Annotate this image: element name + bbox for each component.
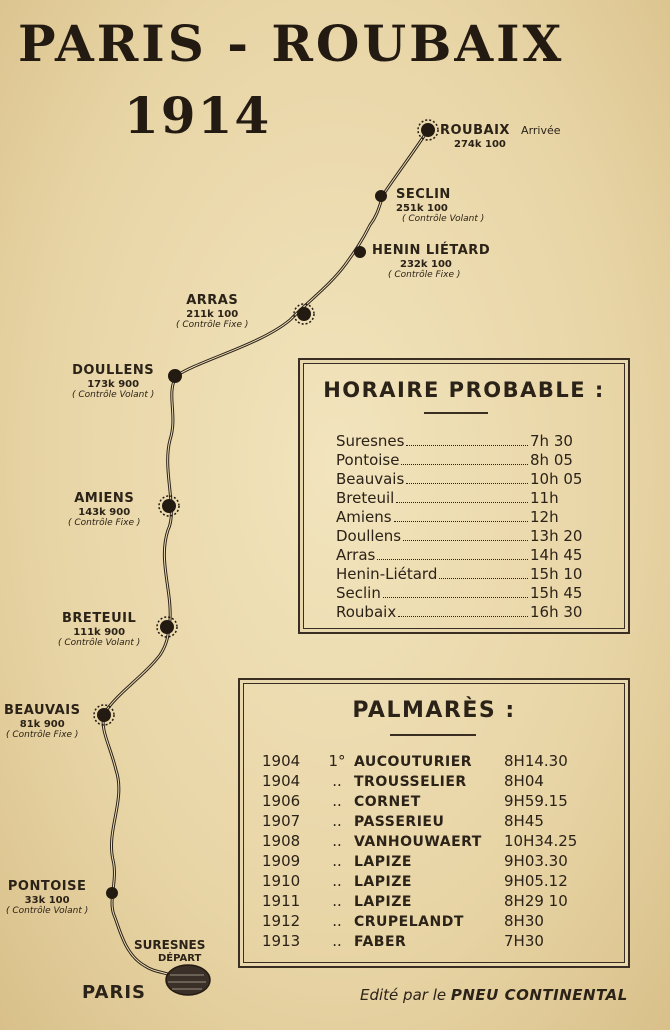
palmares-row: 1910 .. LAPIZE 9H05.12 <box>262 872 568 890</box>
stop-label-paris: PARIS <box>82 982 146 1003</box>
palmares-row: 1904 .. TROUSSELIER 8H04 <box>262 772 544 790</box>
schedule-row: Arras 14h 45 <box>336 546 583 564</box>
poster-year: 1914 <box>124 86 272 145</box>
stop-marker-arras <box>297 307 311 321</box>
schedule-row: Suresnes 7h 30 <box>336 432 573 450</box>
stop-marker-breteuil <box>160 620 174 634</box>
stop-marker-seclin <box>375 190 387 202</box>
stop-label-breteuil: BRETEUIL 111k 900 ( Contrôle Volant ) <box>58 611 141 649</box>
schedule-row: Pontoise 8h 05 <box>336 451 573 469</box>
stop-marker-amiens <box>162 499 176 513</box>
stop-marker-beauvais <box>97 708 111 722</box>
schedule-row: Beauvais 10h 05 <box>336 470 583 488</box>
stop-label-doullens: DOULLENS 173k 900 ( Contrôle Volant ) <box>72 363 155 401</box>
palmares-row: 1912 .. CRUPELANDT 8H30 <box>262 912 544 930</box>
palmares-row: 1904 1° AUCOUTURIER 8H14.30 <box>262 752 568 770</box>
schedule-row: Breteuil 11h <box>336 489 559 507</box>
stop-label-seclin: SECLIN 251k 100 ( Contrôle Volant ) <box>396 187 485 225</box>
schedule-row: Henin-Liétard 15h 10 <box>336 565 583 583</box>
schedule-box <box>298 358 630 634</box>
poster-title: PARIS - ROUBAIX <box>18 14 565 73</box>
stop-marker-henin <box>354 246 366 258</box>
stop-marker-roubaix <box>421 123 435 137</box>
palmares-row: 1913 .. FABER 7H30 <box>262 932 544 950</box>
schedule-row: Amiens 12h <box>336 508 559 526</box>
stop-label-suresnes: SURESNES DÉPART <box>134 938 206 964</box>
palmares-title: PALMARÈS : <box>352 698 516 723</box>
palmares-title-rule <box>390 734 476 736</box>
publisher-credit: Edité par le PNEU CONTINENTAL <box>360 986 628 1004</box>
stop-label-arras: ARRAS 211k 100 ( Contrôle Fixe ) <box>176 293 249 331</box>
schedule-title: HORAIRE PROBABLE : <box>323 378 605 402</box>
schedule-row: Seclin 15h 45 <box>336 584 583 602</box>
stop-label-beauvais: BEAUVAIS 81k 900 ( Contrôle Fixe ) <box>4 703 81 741</box>
palmares-row: 1907 .. PASSERIEU 8H45 <box>262 812 544 830</box>
palmares-row: 1908 .. VANHOUWAERT 10H34.25 <box>262 832 578 850</box>
schedule-title-rule <box>424 412 488 414</box>
stop-label-pontoise: PONTOISE 33k 100 ( Contrôle Volant ) <box>6 879 89 917</box>
palmares-box <box>238 678 630 968</box>
palmares-row: 1909 .. LAPIZE 9H03.30 <box>262 852 568 870</box>
schedule-list <box>336 432 598 622</box>
palmares-row: 1906 .. CORNET 9H59.15 <box>262 792 568 810</box>
paris-blob <box>166 965 210 995</box>
stop-label-henin: HENIN LIÉTARD 232k 100 ( Contrôle Fixe ) <box>372 243 491 281</box>
schedule-row: Roubaix 16h 30 <box>336 603 583 621</box>
stop-marker-pontoise <box>106 887 118 899</box>
palmares-list <box>262 752 612 952</box>
stop-label-amiens: AMIENS 143k 900 ( Contrôle Fixe ) <box>68 491 141 529</box>
schedule-row: Doullens 13h 20 <box>336 527 583 545</box>
stop-marker-doullens <box>168 369 182 383</box>
palmares-row: 1911 .. LAPIZE 8H29 10 <box>262 892 568 910</box>
stop-label-roubaix: ROUBAIX Arrivée 274k 100 <box>440 123 561 150</box>
